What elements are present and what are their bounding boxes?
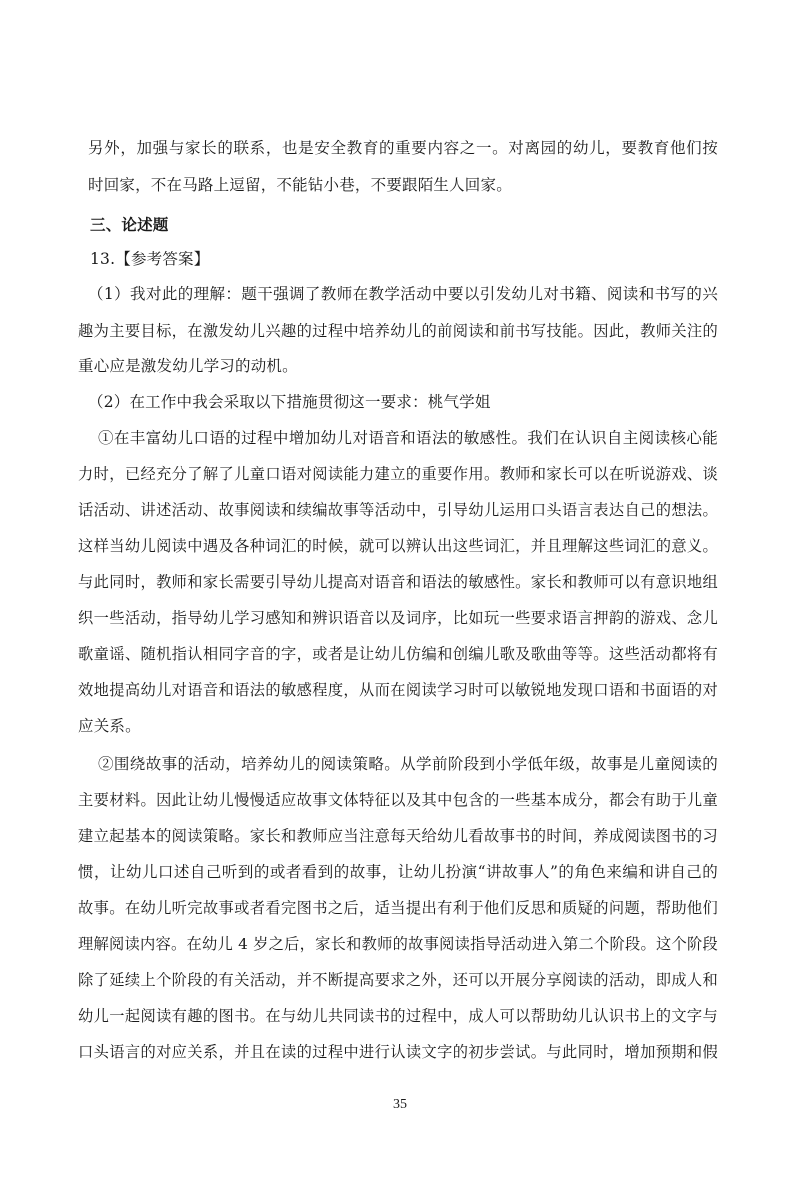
text-line: 这样当幼儿阅读中遇及各种词汇的时候，就可以辨认出这些词汇，并且理解这些词汇的意义。: [78, 537, 718, 555]
text-line: 时回家，不在马路上逗留，不能钻小巷，不要跟陌生人回家。: [88, 176, 512, 194]
text-line: 与此同时，教师和家长需要引导幼儿提高对语音和语法的敏感性。家长和教师可以有意识地组: [78, 573, 718, 591]
text-line: 惯，让幼儿口述自己听到的或者看到的故事，让幼儿扮演“讲故事人”的角色来编和讲自己的: [78, 863, 718, 881]
text-line: 应关系。: [78, 717, 141, 735]
text-line: （1）我对此的理解：题干强调了教师在教学活动中要以引发幼儿对书籍、阅读和书写的兴: [88, 285, 718, 303]
text-line: 趣为主要目标，在激发幼儿兴趣的过程中培养幼儿的前阅读和前书写技能。因此，教师关注的: [78, 322, 718, 340]
text-line: 口头语言的对应关系，并且在读的过程中进行认读文字的初步尝试。与此同时，增加预期和假: [78, 1043, 718, 1061]
text-line: 主要材料。因此让幼儿慢慢适应故事文体特征以及其中包含的一些基本成分，都会有助于儿童: [78, 791, 718, 809]
text-line: 建立起基本的阅读策略。家长和教师应当注意每天给幼儿看故事书的时间，养成阅读图书的习: [78, 827, 718, 845]
text-line: 织一些活动，指导幼儿学习感知和辨识语音以及词序，比如玩一些要求语言押韵的游戏、念儿: [78, 609, 718, 627]
text-line: 力时，已经充分了解了儿童口语对阅读能力建立的重要作用。教师和家长可以在听说游戏、谈: [78, 465, 718, 483]
text-line: ①在丰富幼儿口语的过程中增加幼儿对语音和语法的敏感性。我们在认识自主阅读核心能: [98, 429, 718, 447]
text-line: 故事。在幼儿听完故事或者看完图书之后，适当提出有利于他们反思和质疑的问题，帮助他们: [78, 899, 718, 917]
text-line: 效地提高幼儿对语音和语法的敏感程度，从而在阅读学习时可以敏锐地发现口语和书面语的对: [78, 681, 718, 699]
text-line: 除了延续上个阶段的有关活动，并不断提高要求之外，还可以开展分享阅读的活动，即成人和: [78, 971, 718, 989]
text-line: （2）在工作中我会采取以下措施贯彻这一要求：桃气学姐: [88, 393, 491, 411]
section-heading: 三、论述题: [90, 215, 169, 234]
text-line: 幼儿一起阅读有趣的图书。在与幼儿共同读书的过程中，成人可以帮助幼儿认识书上的文字与: [78, 1007, 718, 1025]
text-line: 重心应是激发幼儿学习的动机。: [78, 357, 298, 375]
text-line: ②围绕故事的活动，培养幼儿的阅读策略。从学前阶段到小学低年级，故事是儿童阅读的: [98, 755, 718, 773]
text-line: 歌童谣、随机指认相同字音的字，或者是让幼儿仿编和创编儿歌及歌曲等等。这些活动都将有: [78, 645, 718, 663]
answer-label: 13.【参考答案】: [90, 250, 210, 268]
page-number: 35: [393, 1097, 407, 1112]
text-line: 话活动、讲述活动、故事阅读和续编故事等活动中，引导幼儿运用口头语言表达自己的想法。: [78, 501, 718, 519]
text-line: 另外，加强与家长的联系，也是安全教育的重要内容之一。对离园的幼儿，要教育他们按: [88, 139, 718, 157]
text-line: 理解阅读内容。在幼儿 4 岁之后，家长和教师的故事阅读指导活动进入第二个阶段。这个阶段: [78, 935, 718, 953]
